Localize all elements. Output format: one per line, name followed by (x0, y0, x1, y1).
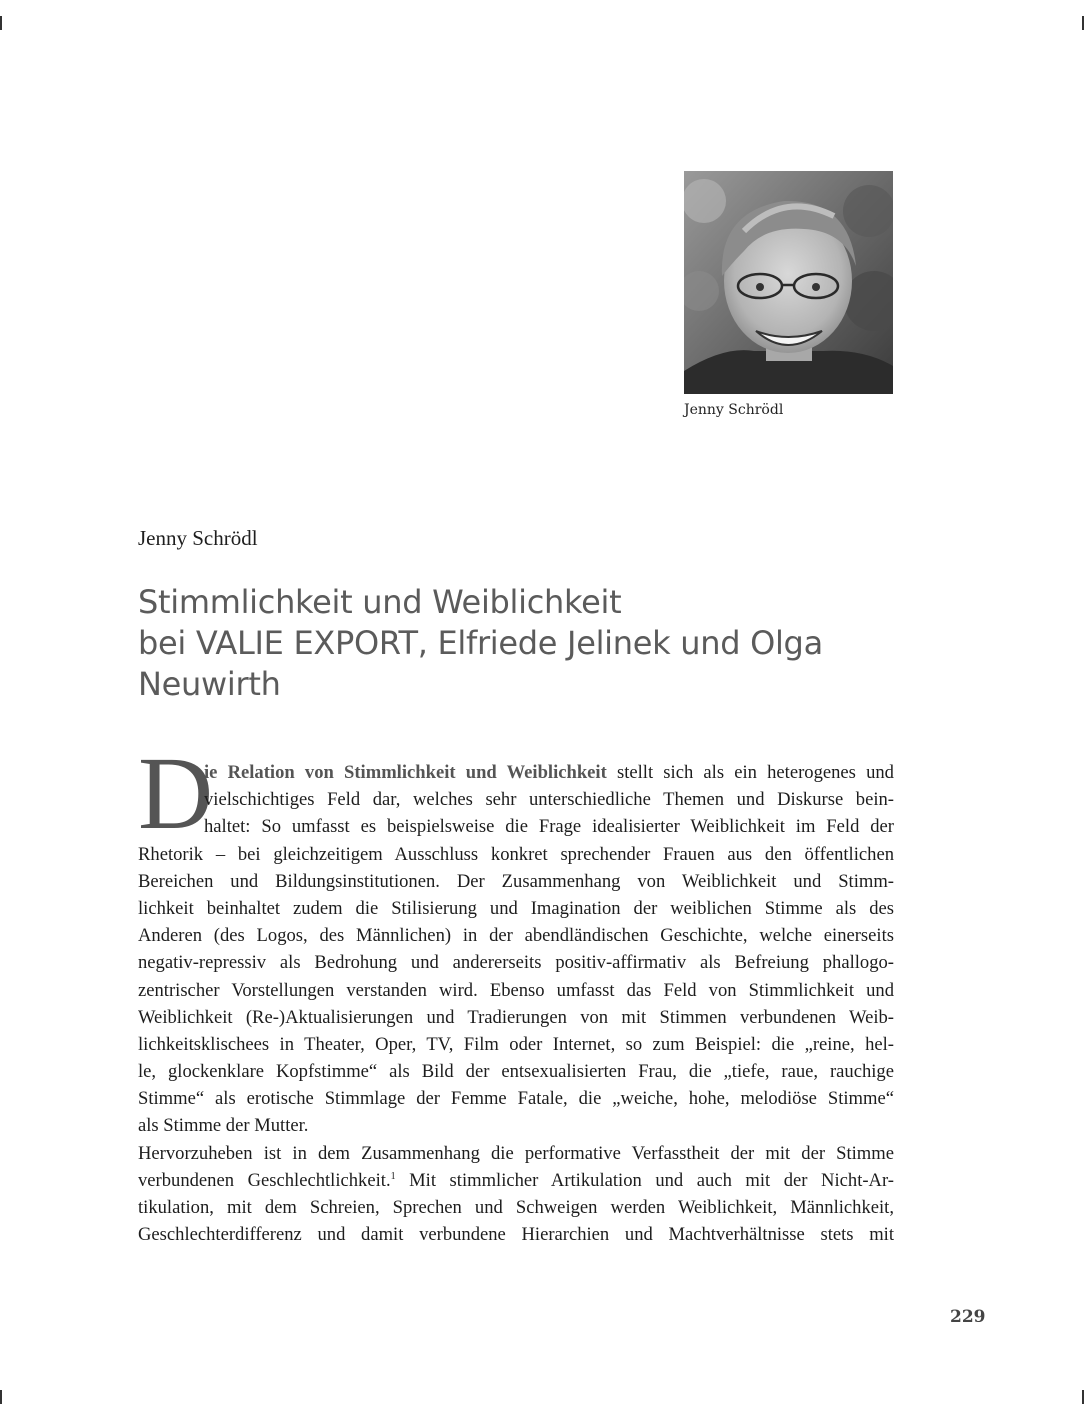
drop-cap: D (138, 736, 214, 851)
article-title (138, 582, 928, 705)
body-line: zentrischer Vorstellungen verstanden wird. Ebenso umfasst das Feld von Stimmlichkeit und (138, 979, 894, 1001)
page-number: 229 (950, 1307, 986, 1327)
body-line: verbundenen Geschlechtlichkeit.$^1$ Mit stimmlicher Artikulation und auch mit der Nicht-Ar- (138, 1169, 894, 1191)
body-line: Rhetorik – bei gleichzeitigem Ausschluss konkret sprechender Frauen aus den öffentlichen (138, 843, 894, 865)
photo-caption: Jenny Schrödl (684, 402, 784, 418)
body-text (138, 759, 894, 1248)
crop-mark (1082, 16, 1084, 30)
body-line: vielschichtiges Feld dar, welches sehr unterschiedliche Themen und Diskurse bein- (204, 789, 894, 811)
body-line: als Stimme der Mutter. (138, 1115, 309, 1137)
body-line: Hervorzuheben ist in dem Zusammenhang die performative Verfasstheit der mit der Stimme (138, 1142, 894, 1164)
crop-mark (0, 16, 2, 30)
crop-mark (0, 1390, 2, 1404)
body-line: ie Relation von Stimmlichkeit und Weiblichkeit stellt sich als ein heterogenes und (204, 762, 894, 783)
author-name: Jenny Schrödl (138, 526, 258, 550)
body-line: le, glockenklare Kopfstimme“ als Bild der entsexualisierten Frau, die „tiefe, raue, rauchige (138, 1061, 894, 1083)
body-line: Stimme“ als erotische Stimmlage der Femme Fatale, die „weiche, hohe, melodiöse Stimme“ (138, 1088, 894, 1110)
body-line: haltet: So umfasst es beispielsweise die Frage idealisierter Weiblichkeit im Feld der (204, 816, 894, 838)
body-line: negativ-repressiv als Bedrohung und andererseits positiv-affirmativ als Befreiung phallogo- (138, 952, 894, 974)
title-line: Neuwirth (138, 665, 281, 703)
title-line: Stimmlichkeit und Weiblichkeit (138, 583, 622, 621)
body-line: lichkeitsklischees in Theater, Oper, TV, Film oder Internet, so zum Beispiel: die „reine, hel- (138, 1033, 894, 1055)
body-line: lichkeit beinhaltet zudem die Stilisierung und Imagination der weiblichen Stimme als des (138, 897, 894, 919)
body-line: Anderen (des Logos, des Männlichen) in der abendländischen Geschichte, welche einerseits (138, 925, 894, 947)
body-line: tikulation, mit dem Schreien, Sprechen und Schweigen werden Weiblichkeit, Männlichkeit, (138, 1197, 894, 1218)
body-line: Geschlechterdifferenz und damit verbundene Hierarchien und Machtverhältnisse stets mit (138, 1224, 894, 1246)
body-line: Weiblichkeit (Re-)Aktualisierungen und Tradierungen von mit Stimmen verbundenen Weib- (138, 1006, 894, 1028)
title-line: bei VALIE EXPORT, Elfriede Jelinek und Olga (138, 624, 823, 662)
author-photo (684, 171, 893, 394)
lead-phrase: ie Relation von Stimmlichkeit und Weiblichkeit (204, 762, 607, 783)
body-line: Bereichen und Bildungsinstitutionen. Der Zusammenhang von Weiblichkeit und Stimm- (138, 870, 894, 892)
footnote-mark[interactable]: 1 (390, 1170, 396, 1182)
crop-mark (1082, 1390, 1084, 1404)
